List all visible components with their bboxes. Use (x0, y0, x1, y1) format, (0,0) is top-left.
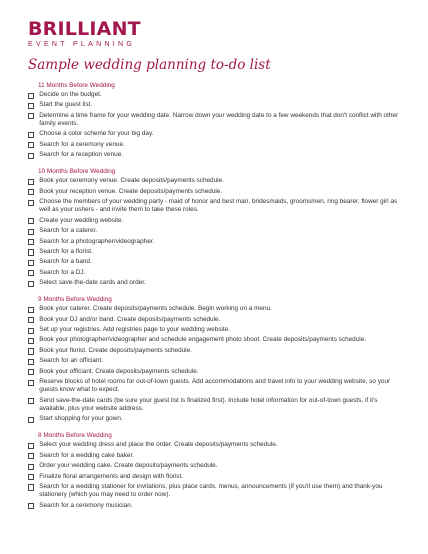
task-item (28, 101, 402, 109)
task-item (28, 441, 402, 449)
task-item (28, 130, 402, 138)
task-item (28, 336, 402, 344)
task-text: Reserve blocks of hotel rooms for out-of-town guests. Add accommodations and travel info to your wedding website, so your guests know what to expect. (39, 378, 391, 394)
checkbox-icon[interactable] (28, 270, 34, 276)
document-title: Sample wedding planning to-do list (28, 57, 271, 73)
checkbox-icon[interactable] (28, 503, 34, 509)
checkbox-icon[interactable] (28, 200, 34, 206)
task-text: Book your ceremony venue. Create deposits/payments schedule. (39, 177, 224, 185)
checkbox-icon[interactable] (28, 359, 34, 365)
task-text: Search for a florist. (39, 247, 93, 255)
task-text: Search for a DJ. (39, 268, 86, 276)
checkbox-icon[interactable] (28, 380, 34, 386)
checkbox-icon[interactable] (28, 93, 34, 99)
task-item (28, 238, 402, 246)
task-text: Select save-the-date cards and order. (39, 279, 146, 287)
checkbox-icon[interactable] (28, 132, 34, 138)
task-text: Select your wedding dress and place the order. Create deposits/payments schedule. (39, 441, 278, 449)
section-heading: 11 Months Before Wedding (38, 82, 115, 89)
section-heading: 9 Months Before Wedding (38, 296, 112, 304)
task-item (28, 227, 402, 235)
task-text: Choose a color scheme for your big day. (39, 130, 154, 138)
brand-name: BRILLIANT (28, 18, 141, 40)
checkbox-icon[interactable] (28, 474, 34, 480)
checkbox-icon[interactable] (28, 239, 34, 245)
checkbox-icon[interactable] (28, 464, 34, 470)
task-text: Search for a ceremony venue. (39, 140, 125, 148)
checkbox-icon[interactable] (28, 453, 34, 459)
task-item (28, 279, 402, 287)
task-text: Order your wedding cake. Create deposits/payments schedule. (39, 462, 218, 470)
section (28, 431, 402, 509)
task-item (28, 415, 402, 423)
section (28, 81, 402, 159)
task-item (28, 357, 402, 365)
task-text: Search for a wedding stationer for invitations, plus place cards, menus, announcements (if you'll use them) and thank-you stationery (which you may need to order now). (39, 482, 383, 499)
task-item (28, 452, 402, 460)
checkbox-icon[interactable] (28, 398, 34, 404)
checkbox-icon[interactable] (28, 417, 34, 423)
checkbox-icon[interactable] (28, 317, 34, 323)
checkbox-icon[interactable] (28, 142, 34, 148)
task-text: Book your caterer. Create deposits/payments schedule. Begin working on a menu. (39, 305, 272, 313)
checkbox-icon[interactable] (28, 338, 34, 344)
task-text: Search for an officiant. (39, 357, 104, 365)
task-text: Book your photographer/videographer and schedule engagement photo shoot. Create deposits/payments schedule. (39, 336, 367, 344)
task-text: Search for a wedding cake baker. (39, 451, 135, 459)
task-text: Book your florist. Create deposits/payments schedule. (39, 346, 192, 354)
section (28, 295, 402, 423)
section-heading: 10 Months Before Wedding (38, 168, 116, 176)
task-text: Determine a time frame for your wedding date. Narrow down your wedding date to a few weekends that don't conflict with other family events. (39, 111, 399, 127)
task-item (28, 269, 402, 277)
checkbox-icon[interactable] (28, 260, 34, 266)
task-text: Search for a band. (39, 258, 92, 266)
checkbox-icon[interactable] (28, 189, 34, 195)
checkbox-icon[interactable] (28, 153, 34, 159)
section (28, 167, 402, 287)
task-item (28, 151, 402, 159)
brand-subtitle: EVENT PLANNING (28, 41, 136, 48)
task-sections (28, 81, 402, 510)
task-item (28, 483, 402, 499)
task-item (28, 112, 402, 128)
task-text: Create your wedding website. (39, 216, 124, 224)
task-item (28, 502, 402, 510)
task-item (28, 91, 402, 99)
brand-logo (28, 0, 402, 49)
checkbox-icon[interactable] (28, 307, 34, 313)
task-item (28, 462, 402, 470)
task-item (28, 397, 402, 413)
task-text: Search for a ceremony musician. (39, 501, 133, 509)
task-item (28, 217, 402, 225)
checkbox-icon[interactable] (28, 328, 34, 334)
task-text: Decide on the budget. (39, 91, 102, 98)
checkbox-icon[interactable] (28, 229, 34, 235)
task-text: Choose the members of your wedding party - maid of honor and best man, bridesmaids, groomsmen, ring bearer, flower girl as well as your ushers - and invite them to take these roles. (39, 198, 398, 214)
task-item (28, 305, 402, 313)
task-text: Search for a caterer. (39, 227, 98, 235)
checkbox-icon[interactable] (28, 443, 34, 449)
task-item (28, 347, 402, 355)
task-text: Search for a photographer/videographer. (39, 237, 155, 245)
task-text: Finalize floral arrangements and design with florist. (39, 472, 184, 480)
task-text: Set up your registries. Add registries page to your wedding website. (39, 326, 230, 334)
checkbox-icon[interactable] (28, 103, 34, 109)
task-text: Start shopping for your gown. (39, 415, 123, 423)
task-item (28, 378, 402, 394)
task-item (28, 326, 402, 334)
task-text: Start the guest list. (39, 101, 93, 109)
task-item (28, 177, 402, 185)
task-item (28, 198, 402, 214)
task-text: Send save-the-date cards (be sure your guest list is finalized first). Include hotel information for out-of-town guests, if it's available, plus your website address. (39, 396, 378, 412)
checkbox-icon[interactable] (28, 113, 34, 119)
task-item (28, 258, 402, 266)
task-item (28, 368, 402, 376)
checkbox-icon[interactable] (28, 281, 34, 287)
task-item (28, 473, 402, 481)
task-text: Book your DJ and/or band. Create deposits/payments schedule. (39, 315, 221, 323)
task-item (28, 141, 402, 149)
checkbox-icon[interactable] (28, 179, 34, 185)
task-text: Book your officiant. Create deposits/payments schedule. (39, 367, 199, 375)
task-text: Search for a reception venue. (39, 151, 124, 159)
checkbox-icon[interactable] (28, 369, 34, 375)
task-item (28, 248, 402, 256)
checkbox-icon[interactable] (28, 348, 34, 354)
section-heading: 8 Months Before Wedding (38, 432, 112, 440)
checkbox-icon[interactable] (28, 218, 34, 224)
task-item (28, 188, 402, 196)
checkbox-icon[interactable] (28, 249, 34, 255)
checkbox-icon[interactable] (28, 484, 34, 490)
task-text: Book your reception venue. Create deposits/payments schedule. (39, 187, 223, 195)
task-item (28, 316, 402, 324)
